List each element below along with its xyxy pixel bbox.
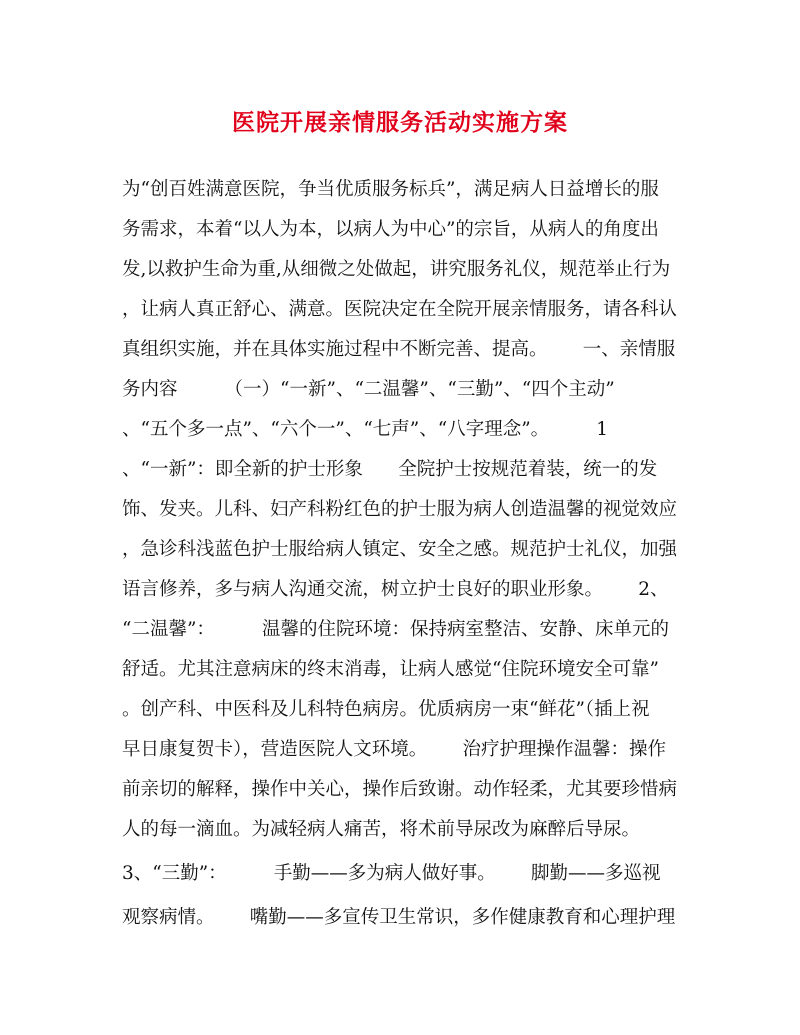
body-line: 。创产科、中医科及儿科特色病房。优质病房一束“鲜花”（插上祝 <box>122 699 650 720</box>
body-line: 为“创百姓满意医院，争当优质服务标兵”，满足病人日益增长的服 <box>122 179 659 200</box>
body-line: “二温馨”： 温馨的住院环境：保持病室整洁、安静、床单元的 <box>122 619 669 640</box>
body-line: 真组织实施，并在具体实施过程中不断完善、提高。 一、亲情服 <box>122 339 676 360</box>
body-line: 人的每一滴血。为减轻病人痛苦，将术前导尿改为麻醉后导尿。 <box>122 819 641 840</box>
body-line: 3、“三勤”： 手勤——多为病人做好事。 脚勤——多巡视 <box>122 863 661 884</box>
body-line: 观察病情。 嘴勤——多宣传卫生常识，多作健康教育和心理护理 <box>122 907 676 928</box>
body-line: 早日康复贺卡），营造医院人文环境。 治疗护理操作温馨：操作 <box>122 739 667 760</box>
body-line: 发,以救护生命为重,从细微之处做起，讲究服务礼仪，规范举止行为 <box>122 259 671 280</box>
body-line: 前亲切的解释，操作中关心，操作后致谢。动作轻柔，尤其要珍惜病 <box>122 779 678 800</box>
body-line: 务内容 （一）“一新”、“二温馨”、“三勤”、“四个主动” <box>122 379 615 400</box>
body-line: ，让病人真正舒心、满意。医院决定在全院开展亲情服务，请各科认 <box>122 299 678 320</box>
body-line: 、“五个多一点”、“六个一”、“七声”、“八字理念”。 1 <box>122 419 608 440</box>
body-line: 务需求，本着“以人为本，以病人为中心”的宗旨，从病人的角度出 <box>122 219 659 240</box>
body-line: 语言修养，多与病人沟通交流，树立护士良好的职业形象。 2、 <box>122 579 669 600</box>
body-line: 舒适。尤其注意病床的终末消毒，让病人感觉“住院环境安全可靠” <box>122 659 659 680</box>
body-line: ，急诊科浅蓝色护士服给病人镇定、安全之感。规范护士礼仪，加强 <box>122 539 678 560</box>
body-line: 饰、发夹。儿科、妇产科粉红色的护士服为病人创造温馨的视觉效应 <box>122 499 678 520</box>
body-line: 、“一新”：即全新的护士形象 全院护士按规范着装，统一的发 <box>122 459 658 480</box>
document-title: 医院开展亲情服务活动实施方案 <box>232 109 568 136</box>
